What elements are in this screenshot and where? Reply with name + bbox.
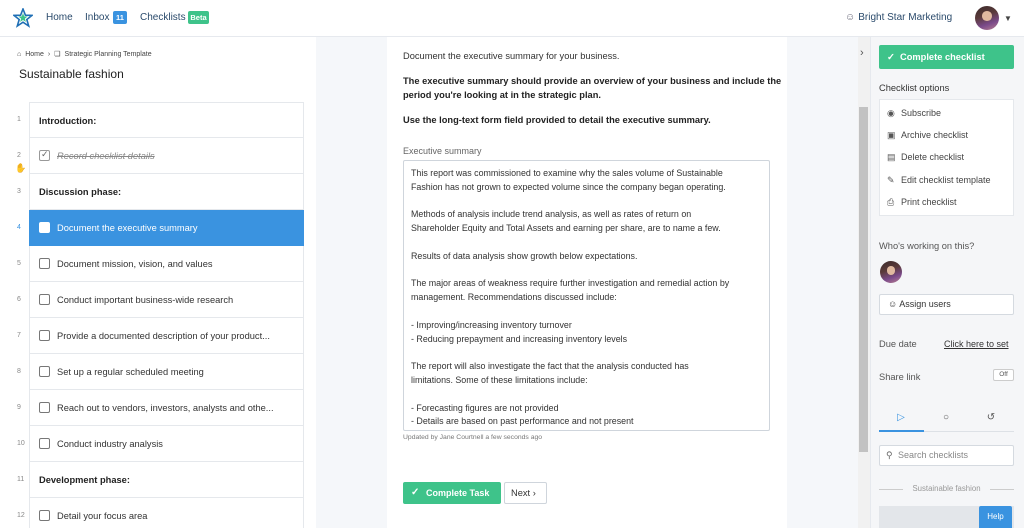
nav-inbox-link[interactable]: Inbox: [85, 12, 110, 23]
check-icon: ✓: [887, 52, 895, 62]
summary-line: [411, 195, 762, 209]
user-icon: ☺: [888, 299, 898, 309]
task-row[interactable]: [29, 210, 304, 246]
task-label: Provide a documented description of your product...: [57, 331, 270, 341]
task-label: Conduct industry analysis: [57, 439, 163, 449]
active-tab-indicator: [879, 430, 924, 432]
top-navbar: [0, 0, 1024, 37]
option-label: Archive checklist: [901, 130, 969, 140]
home-icon: ⌂: [17, 51, 22, 58]
due-date-label: Due date: [879, 339, 917, 349]
task-instruction: Document the executive summary for your business.: [403, 51, 620, 61]
search-placeholder: Search checklists: [898, 450, 969, 460]
task-label: Record checklist details: [57, 151, 155, 161]
task-checkbox[interactable]: [39, 438, 50, 449]
task-heading[interactable]: [0, 462, 316, 498]
task-number: 11: [17, 476, 25, 483]
chevron-right-icon: ›: [47, 51, 51, 58]
complete-task-label: Complete Task: [426, 488, 490, 498]
complete-task-button[interactable]: [403, 482, 501, 504]
option-label: Edit checklist template: [901, 175, 991, 185]
task-number: 6: [17, 296, 21, 303]
summary-line: The major areas of weakness require further investigation and remedial action by: [411, 278, 730, 289]
delete-option[interactable]: [887, 152, 964, 163]
comment-icon[interactable]: ○: [942, 412, 950, 423]
scrollbar[interactable]: [858, 37, 870, 528]
task-checkbox[interactable]: [39, 258, 50, 269]
trash-icon: ▤: [887, 152, 896, 162]
pencil-icon: ✎: [887, 175, 895, 185]
task-number: 10: [17, 440, 25, 447]
task-label: Development phase:: [39, 475, 130, 485]
task-item[interactable]: [0, 390, 316, 426]
task-checkbox[interactable]: [39, 402, 50, 413]
archive-option[interactable]: [887, 130, 968, 141]
print-option[interactable]: [887, 197, 957, 208]
complete-checklist-button[interactable]: [879, 45, 1014, 69]
executive-summary-textarea[interactable]: [403, 160, 770, 431]
share-link-toggle[interactable]: Off: [993, 369, 1014, 381]
next-button[interactable]: [504, 482, 547, 504]
org-switcher[interactable]: [845, 12, 952, 23]
task-number: 8: [17, 368, 21, 375]
summary-line: [411, 305, 762, 319]
breadcrumb-home[interactable]: Home: [25, 51, 44, 58]
task-label: Introduction:: [39, 116, 97, 126]
task-row[interactable]: [29, 138, 304, 174]
scrollbar-thumb[interactable]: [859, 107, 868, 452]
task-row[interactable]: [29, 102, 304, 138]
checklist-title: Sustainable fashion: [19, 67, 124, 81]
summary-line: [411, 388, 762, 402]
task-label: Document mission, vision, and values: [57, 259, 213, 269]
task-label: Set up a regular scheduled meeting: [57, 367, 204, 377]
task-item[interactable]: [0, 426, 316, 462]
checklist-group-title: Sustainable fashion: [879, 484, 1014, 493]
summary-line: - Details are based on past performance and not present: [411, 416, 634, 427]
breadcrumb-template[interactable]: Strategic Planning Template: [64, 51, 152, 58]
task-heading[interactable]: [0, 174, 316, 210]
search-icon: ⚲: [886, 450, 893, 460]
summary-line: This report was commissioned to examine why the sales volume of Sustainable: [411, 168, 723, 178]
task-item[interactable]: [0, 138, 316, 174]
share-link-label: Share link: [879, 372, 921, 382]
task-item-active[interactable]: [0, 210, 316, 246]
task-label: Detail your focus area: [57, 511, 148, 521]
task-row[interactable]: [29, 462, 304, 498]
task-row[interactable]: [29, 174, 304, 210]
task-number: 4: [17, 224, 21, 231]
task-label: Document the executive summary: [57, 223, 198, 233]
task-row[interactable]: [29, 498, 304, 528]
task-item[interactable]: [0, 282, 316, 318]
task-label: Reach out to vendors, investors, analysts and othe...: [57, 403, 274, 413]
edit-template-option[interactable]: [887, 175, 991, 186]
task-number: 1: [17, 116, 21, 123]
check-icon: ✓: [411, 487, 420, 498]
summary-line: management. Recommendations discussed include:: [411, 292, 617, 303]
updated-status: Updated by Jane Courtnell a few seconds ago: [403, 434, 543, 441]
task-row[interactable]: [29, 426, 304, 462]
summary-line: [411, 346, 762, 360]
task-item[interactable]: [0, 246, 316, 282]
users-icon: ☺: [845, 12, 856, 23]
summary-line: [411, 236, 762, 250]
assign-users-button[interactable]: [879, 294, 1014, 315]
task-item[interactable]: [0, 354, 316, 390]
checklist-options-header: Checklist options: [879, 83, 950, 93]
chevron-down-icon[interactable]: ▼: [1004, 14, 1012, 23]
task-checkbox[interactable]: [39, 294, 50, 305]
collapse-chevron-icon[interactable]: ›: [860, 47, 864, 59]
summary-line: Results of data analysis show growth below expectations.: [411, 250, 638, 261]
task-row[interactable]: [29, 282, 304, 318]
task-checkbox[interactable]: [39, 330, 50, 341]
org-name: Bright Star Marketing: [858, 12, 953, 23]
next-label: Next: [511, 488, 531, 498]
nav-checklists-link[interactable]: Checklists: [140, 12, 186, 23]
drag-hand-icon[interactable]: ✋: [15, 163, 27, 173]
task-instruction-bold: Use the long-text form field provided to detail the executive summary.: [403, 115, 711, 125]
option-label: Subscribe: [901, 108, 942, 118]
task-label: Discussion phase:: [39, 187, 122, 197]
copy-icon: ❏: [54, 51, 61, 58]
task-row[interactable]: [29, 354, 304, 390]
sidebar-tabs: [879, 407, 1014, 432]
history-icon[interactable]: ↺: [986, 412, 996, 423]
option-label: Delete checklist: [901, 152, 965, 162]
task-checkbox[interactable]: [39, 150, 50, 161]
search-checklists-input[interactable]: [879, 445, 1014, 466]
task-checkbox[interactable]: [39, 222, 50, 233]
task-checkbox[interactable]: [39, 510, 50, 521]
chevron-right-icon: ›: [532, 488, 536, 498]
beta-badge: Beta: [188, 11, 209, 24]
task-label: Conduct important business-wide research: [57, 295, 234, 305]
summary-line: [411, 264, 762, 278]
assignee-avatar[interactable]: [880, 261, 902, 283]
subscribe-option[interactable]: [887, 108, 941, 119]
task-instruction-bold: The executive summary should provide an overview of your business and include the period you're looking at in the strategic plan.: [403, 76, 782, 100]
summary-line: - Reducing prepayment and increasing inventory levels: [411, 333, 628, 344]
task-heading[interactable]: [0, 102, 316, 138]
summary-line: limitations. Some of these limitations include:: [411, 374, 588, 385]
star-logo-icon[interactable]: [13, 8, 33, 28]
task-number: 3: [17, 188, 21, 195]
print-icon: ⎙: [887, 197, 895, 207]
inbox-count-badge: 11: [113, 11, 127, 24]
task-item[interactable]: [0, 318, 316, 354]
option-label: Print checklist: [901, 197, 957, 207]
help-button[interactable]: Help: [979, 506, 1012, 528]
task-number: 12: [17, 512, 25, 519]
field-label: Executive summary: [403, 146, 482, 156]
set-due-date-link[interactable]: Click here to set: [944, 339, 1009, 349]
breadcrumb: [17, 50, 156, 58]
summary-line: Methods of analysis include trend analysis, as well as rates of return on: [411, 209, 692, 220]
task-number: 5: [17, 260, 21, 267]
eye-icon: ◉: [887, 108, 895, 118]
task-row[interactable]: [29, 246, 304, 282]
task-row[interactable]: [29, 318, 304, 354]
task-item[interactable]: [0, 498, 316, 528]
working-on-header: Who's working on this?: [879, 241, 975, 251]
task-checkbox[interactable]: [39, 366, 50, 377]
summary-line: - Forecasting figures are not provided: [411, 402, 559, 413]
complete-checklist-label: Complete checklist: [900, 52, 985, 62]
summary-line: - Improving/increasing inventory turnover: [411, 319, 572, 330]
archive-icon: ▣: [887, 130, 896, 140]
assign-users-label: Assign users: [899, 299, 951, 309]
summary-line: Shareholder Equity and Total Assets and earning per share, are to name a few.: [411, 223, 721, 234]
summary-line: Fashion has not grown to expected volume since the company began operating.: [411, 181, 726, 192]
task-row[interactable]: [29, 390, 304, 426]
task-number: 7: [17, 332, 21, 339]
play-icon[interactable]: ▷: [897, 412, 905, 423]
user-avatar[interactable]: [975, 6, 999, 30]
summary-line: The report will also investigate the fact that the analysis conducted has: [411, 361, 689, 372]
nav-home-link[interactable]: Home: [46, 12, 73, 23]
task-number: 2: [17, 152, 21, 159]
task-number: 9: [17, 404, 21, 411]
